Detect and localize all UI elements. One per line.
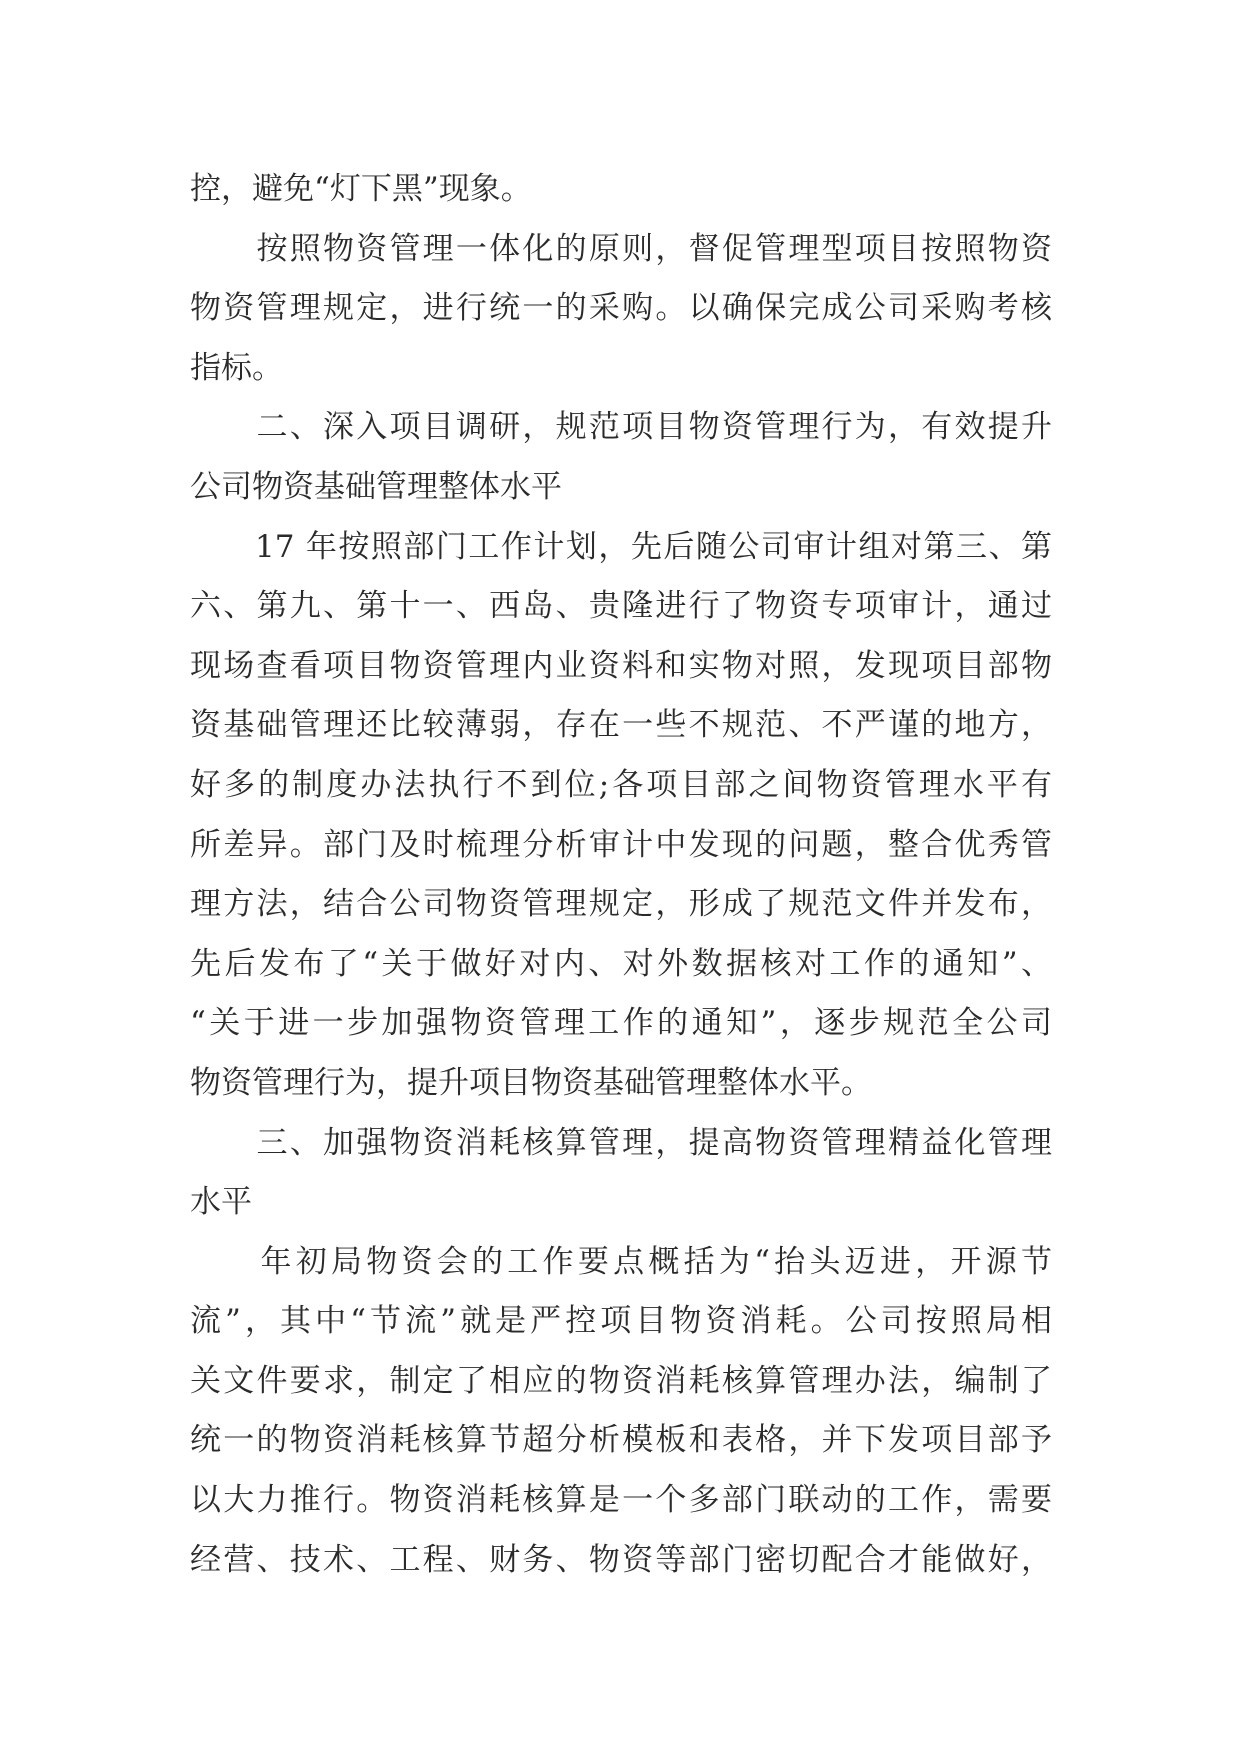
section-heading: 三、加强物资消耗核算管理，提高物资管理精益化管理 xyxy=(190,1124,1052,1161)
text-line: 六、第九、第十一、西岛、贵隆进行了物资专项审计，通过 xyxy=(190,588,1052,625)
document-body xyxy=(190,160,1052,1590)
text-line: 理方法，结合公司物资管理规定，形成了规范文件并发布， xyxy=(190,886,1052,923)
text-line: 以大力推行。物资消耗核算是一个多部门联动的工作，需要 xyxy=(190,1482,1052,1519)
text-line: 控，避免“灯下黑”现象。 xyxy=(190,171,532,207)
text-line: 资基础管理还比较薄弱，存在一些不规范、不严谨的地方， xyxy=(190,707,1052,744)
text-line: 物资管理行为，提升项目物资基础管理整体水平。 xyxy=(190,1064,872,1101)
section-heading: 公司物资基础管理整体水平 xyxy=(190,468,562,505)
section-heading: 水平 xyxy=(190,1184,252,1221)
text-line: 指标。 xyxy=(190,349,283,386)
text-line: “关于进一步加强物资管理工作的通知”，逐步规范全公司 xyxy=(190,1005,1052,1042)
text-line: 所差异。部门及时梳理分析审计中发现的问题，整合优秀管 xyxy=(190,826,1052,863)
text-line: 先后发布了“关于做好对内、对外数据核对工作的通知”、 xyxy=(190,945,1052,982)
text-line: 物资管理规定，进行统一的采购。以确保完成公司采购考核 xyxy=(190,290,1052,327)
text-line: 现场查看项目物资管理内业资料和实物对照，发现项目部物 xyxy=(190,647,1052,684)
section-heading: 二、深入项目调研，规范项目物资管理行为，有效提升 xyxy=(190,409,1052,446)
paragraph-first-line: 17 年按照部门工作计划，先后随公司审计组对第三、第 xyxy=(190,528,1052,565)
text-line: 统一的物资消耗核算节超分析模板和表格，并下发项目部予 xyxy=(190,1422,1052,1459)
text-line: 经营、技术、工程、财务、物资等部门密切配合才能做好， xyxy=(190,1541,1052,1578)
paragraph-first-line: 年初局物资会的工作要点概括为“抬头迈进，开源节 xyxy=(190,1243,1052,1280)
text-line: 关文件要求，制定了相应的物资消耗核算管理办法，编制了 xyxy=(190,1362,1052,1399)
paragraph-first-line: 按照物资管理一体化的原则，督促管理型项目按照物资 xyxy=(190,230,1052,267)
text-line: 流”，其中“节流”就是严控项目物资消耗。公司按照局相 xyxy=(190,1303,1052,1340)
text-line: 好多的制度办法执行不到位;各项目部之间物资管理水平有 xyxy=(190,766,1052,803)
